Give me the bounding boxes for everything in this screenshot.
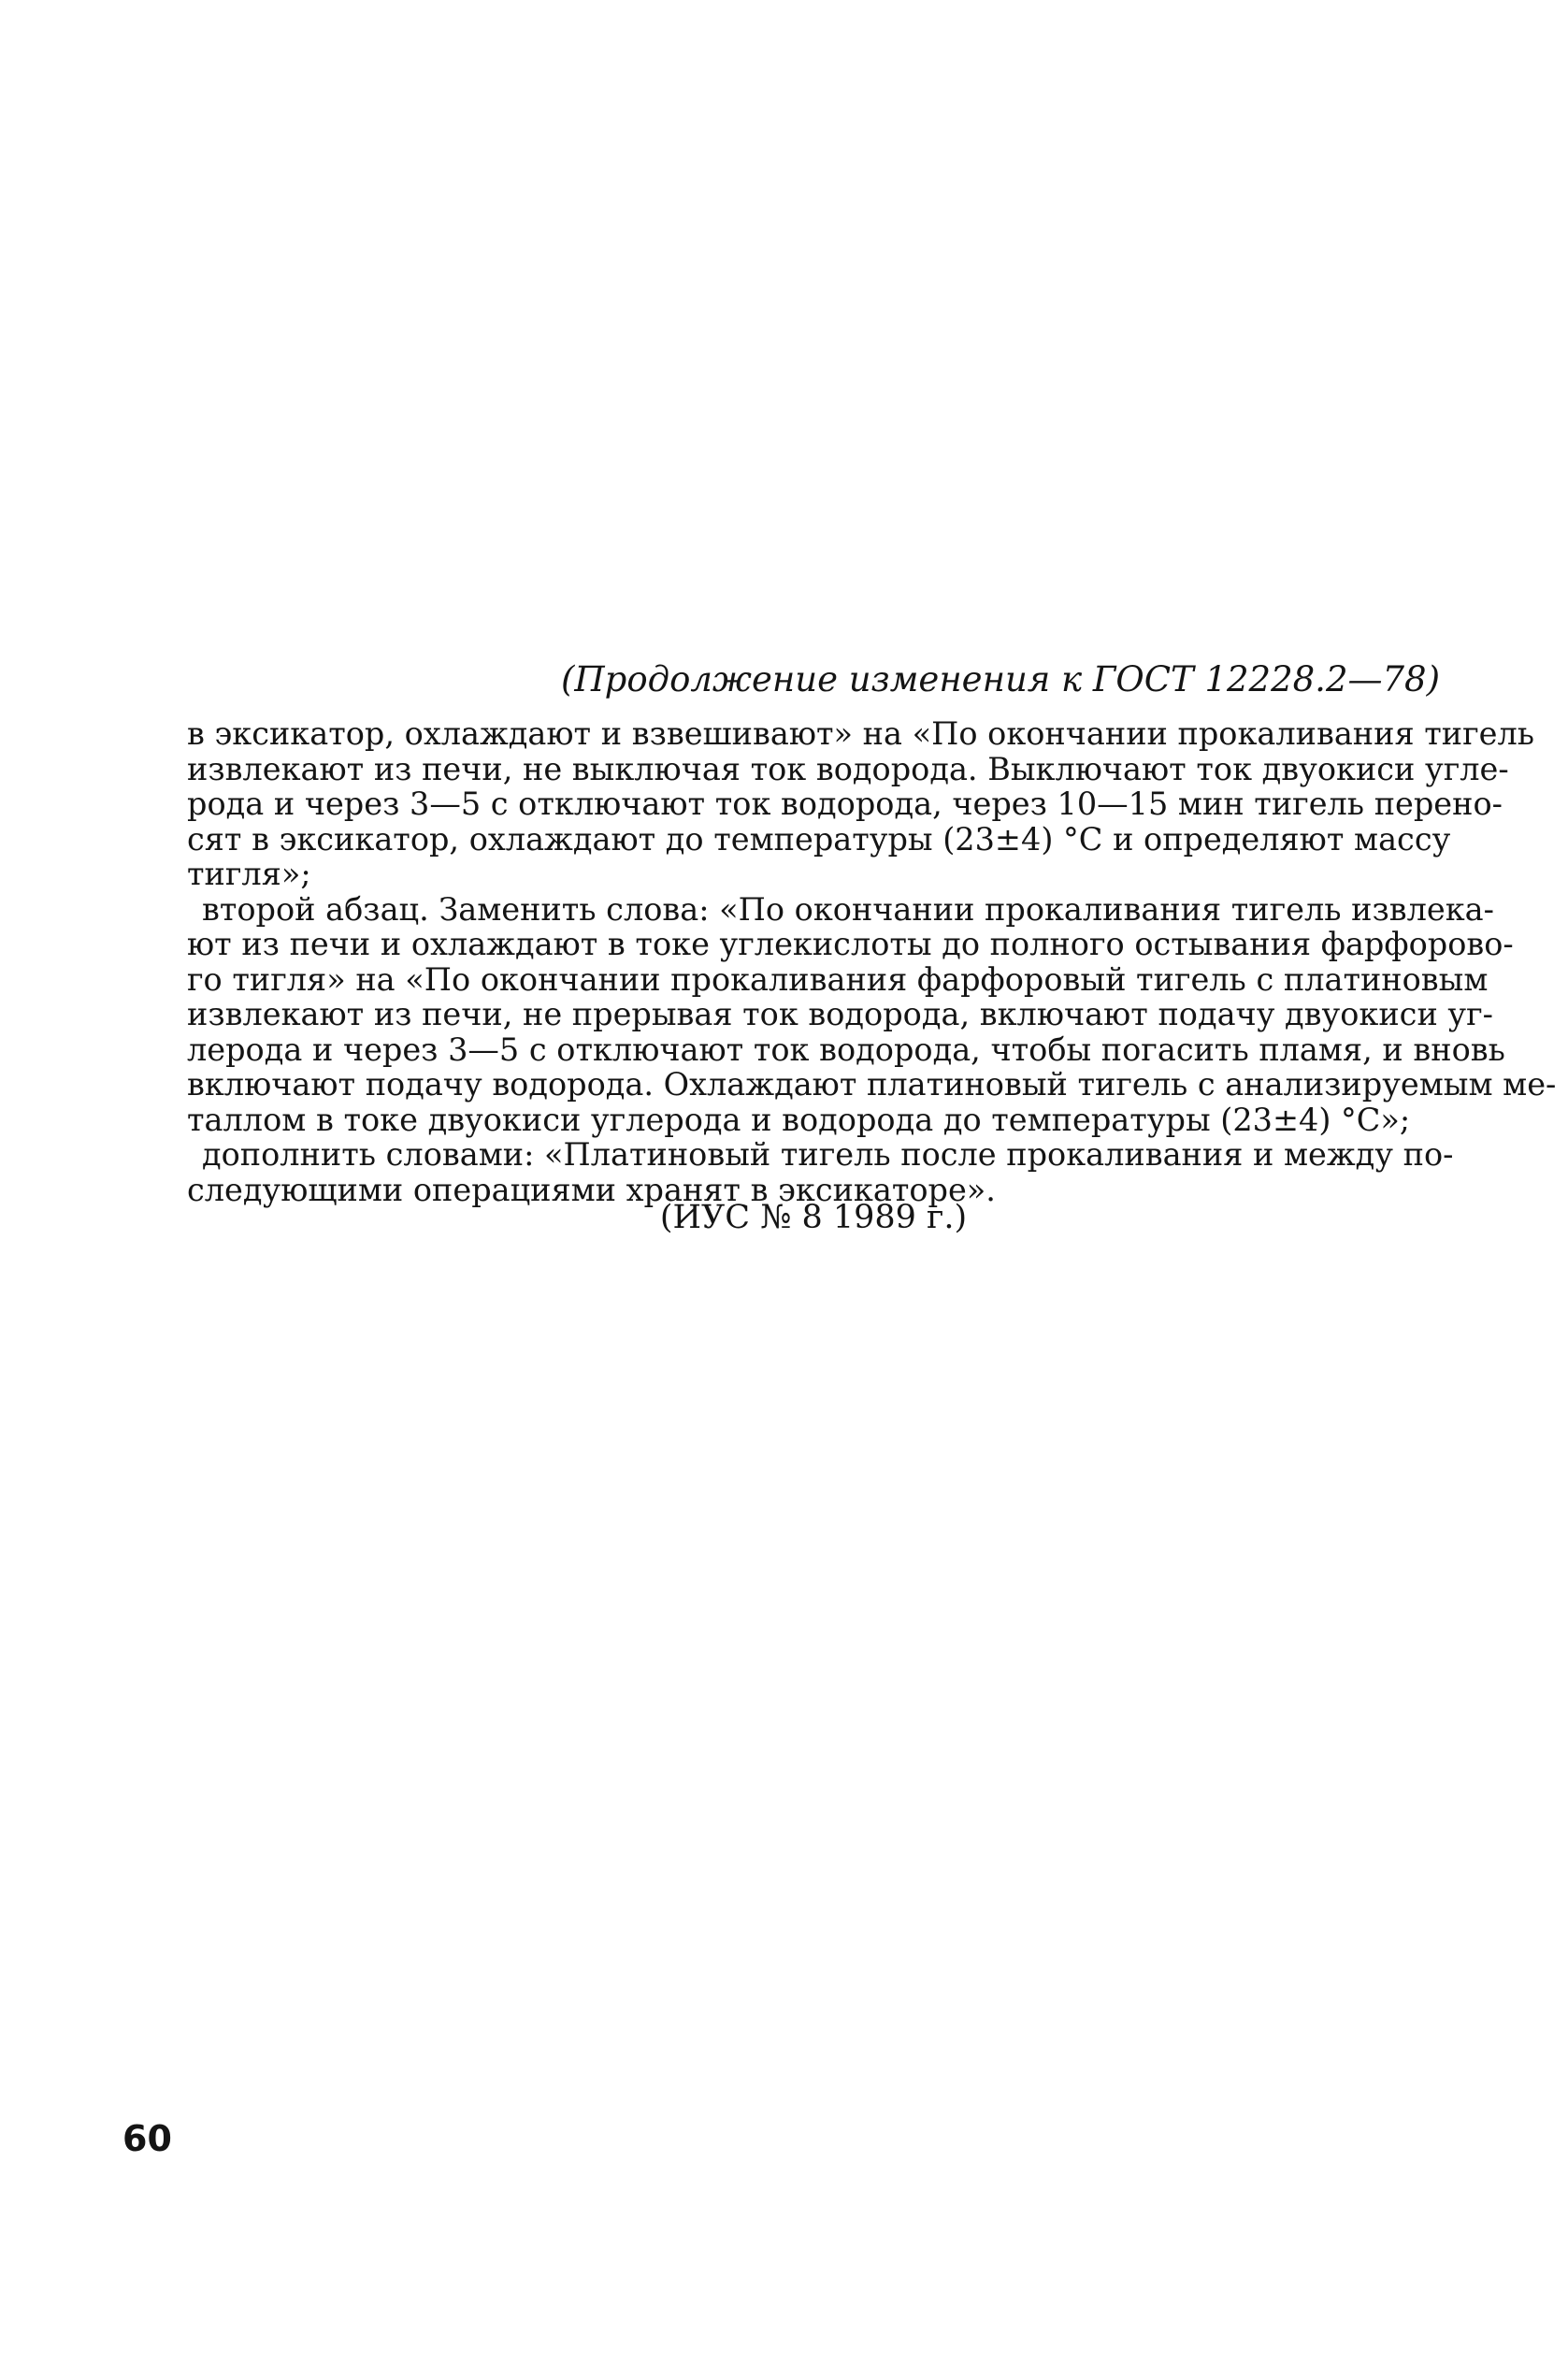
page-number: 60	[122, 2118, 172, 2159]
continuation-header: (Продолжение изменения к ГОСТ 12228.2—78)	[560, 659, 1440, 699]
paragraph-2	[187, 890, 1557, 1138]
paragraph-3	[187, 1136, 1454, 1208]
text-line: таллом в токе двуокиси углерода и водорода до температуры (23±4) °С»;	[187, 1101, 1411, 1138]
text-line: извлекают из печи, не прерывая ток водорода, включают подачу двуокиси уг-	[187, 996, 1494, 1032]
text-line: дополнить словами: «Платиновый тигель после прокаливания и между по-	[202, 1136, 1454, 1173]
amendment-text	[187, 715, 1557, 1208]
text-line: рода и через 3—5 с отключают ток водорода, через 10—15 мин тигель перено-	[187, 786, 1503, 822]
text-line: следующими операциями хранят в эксикаторе».	[187, 1171, 996, 1208]
text-line: извлекают из печи, не выключая ток водорода. Выключают ток двуокиси угле-	[187, 750, 1509, 787]
text-line: ют из печи и охлаждают в токе углекислоты до полного остывания фарфорово-	[187, 926, 1514, 962]
text-line: сят в эксикатор, охлаждают до температуры (23±4) °С и определяют массу	[187, 820, 1451, 858]
paragraph-1	[187, 715, 1534, 892]
text-line: второй абзац. Заменить слова: «По окончании прокаливания тигель извлека-	[202, 890, 1494, 928]
text-line: включают подачу водорода. Охлаждают платиновый тигель с анализируемым ме-	[187, 1066, 1557, 1103]
text-line: в эксикатор, охлаждают и взвешивают» на «По окончании прокаливания тигель	[187, 715, 1534, 752]
text-line: го тигля» на «По окончании прокаливания фарфоровый тигель с платиновым	[187, 960, 1489, 998]
text-line: лерода и через 3—5 с отключают ток водорода, чтобы погасить пламя, и вновь	[187, 1031, 1505, 1068]
source-citation: (ИУС № 8 1989 г.)	[659, 1199, 968, 1236]
text-line: тигля»;	[187, 856, 311, 892]
